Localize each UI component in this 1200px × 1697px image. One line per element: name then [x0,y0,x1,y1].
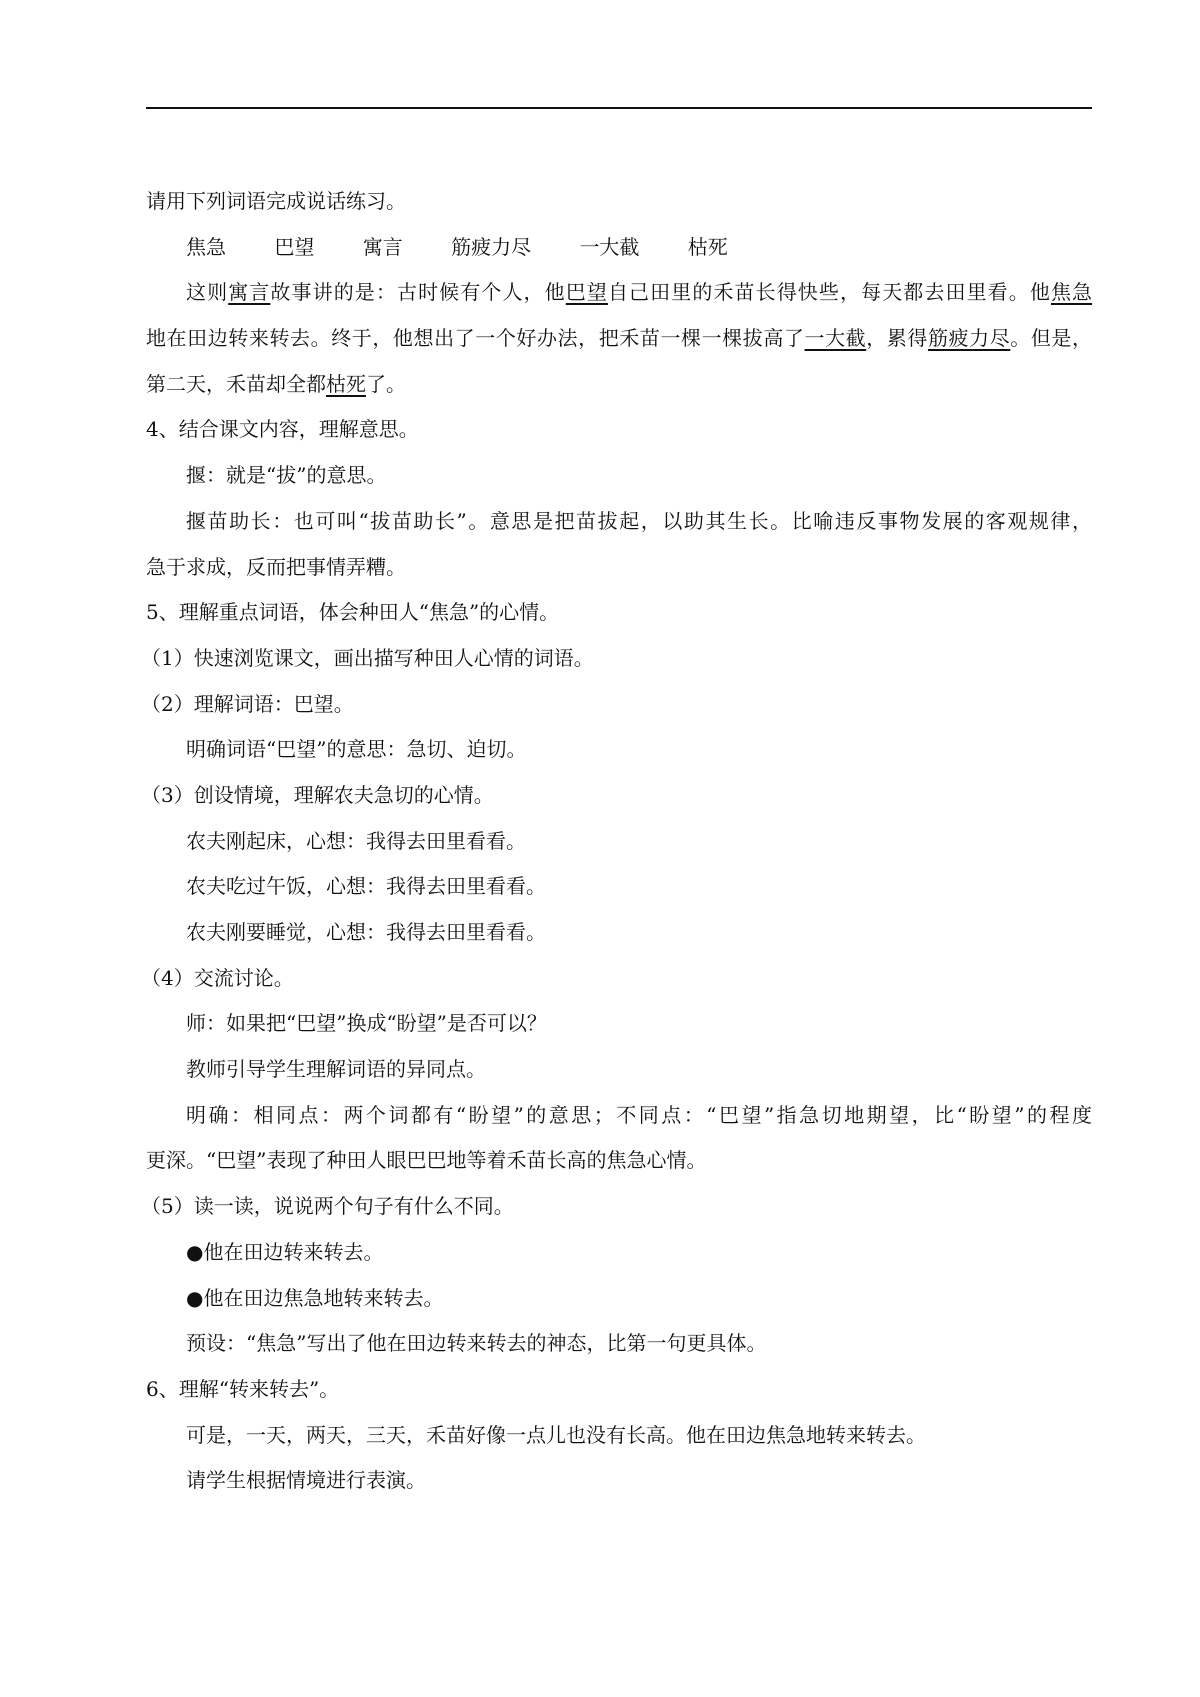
sub-item: （2）理解词语：巴望。 [141,691,354,716]
bullet-sentence: ●他在田边焦急地转来转去。 [186,1285,444,1310]
underlined-word: 寓言 [228,280,271,305]
document-body [141,179,1093,1504]
word-item: 焦急 [186,234,226,259]
bullet-sentence: ●他在田边转来转去。 [186,1239,384,1264]
story-line: 这则寓言故事讲的是：古时候有个人，他巴望自己田里的禾苗长得快些，每天都去田里看。他焦急 [186,280,1093,305]
sub-item: （5）读一读，说说两个句子有什么不同。 [141,1194,514,1219]
header-rule [146,107,1092,109]
underlined-word: 焦急 [1050,280,1093,305]
word-item: 筋疲力尽 [451,234,532,259]
paragraph: 揠：就是“拔”的意思。 [186,463,387,488]
paragraph: 预设：“焦急”写出了他在田边转来转去的神态，比第一句更具体。 [186,1331,767,1356]
exercise-intro: 请用下列词语完成说话练习。 [146,189,406,213]
word-item: 一大截 [579,234,640,259]
paragraph: 农夫刚要睡觉，心想：我得去田里看看。 [186,920,546,944]
sub-item: （4）交流讨论。 [141,965,294,990]
word-item: 寓言 [362,234,403,259]
paragraph: 明确词语“巴望”的意思：急切、迫切。 [186,737,527,762]
underlined-word: 筋疲力尽 [927,326,1011,351]
paragraph: 可是，一天，两天，三天，禾苗好像一点儿也没有长高。他在田边焦急地转来转去。 [186,1422,926,1447]
paragraph: 教师引导学生理解词语的异同点。 [186,1057,486,1082]
paragraph: 请学生根据情境进行表演。 [186,1468,426,1493]
story-line: 第二天，禾苗却全都枯死了。 [146,371,406,396]
word-bank [146,225,1092,271]
section-6-heading: 6、理解“转来转去”。 [146,1376,340,1401]
underlined-word: 巴望 [565,280,608,305]
paragraph: 农夫吃过午饭，心想：我得去田里看看。 [186,874,546,899]
sub-item: （1）快速浏览课文，画出描写种田人心情的词语。 [141,645,594,670]
section-5-heading: 5、理解重点词语，体会种田人“焦急”的心情。 [146,600,560,625]
paragraph: 师：如果把“巴望”换成“盼望”是否可以？ [186,1011,547,1036]
underlined-word: 枯死 [326,371,366,396]
paragraph: 农夫刚起床，心想：我得去田里看看。 [186,828,526,853]
paragraph: 急于求成，反而把事情弄糟。 [146,554,406,579]
story-line: 地在田边转来转去。终于，他想出了一个好办法，把禾苗一棵一棵拔高了一大截，累得筋疲力尽。但是， [146,326,1093,351]
section-4-heading: 4、结合课文内容，理解意思。 [146,417,419,442]
word-item: 枯死 [687,234,728,259]
sub-item: （3）创设情境，理解农夫急切的心情。 [141,782,494,807]
underlined-word: 一大截 [804,326,867,351]
paragraph: 更深。“巴望”表现了种田人眼巴巴地等着禾苗长高的焦急心情。 [146,1148,707,1173]
paragraph: 揠苗助长：也可叫“拔苗助长”。意思是把苗拔起，以助其生长。比喻违反事物发展的客观规律， [186,508,1092,533]
word-item: 巴望 [274,234,315,259]
paragraph: 明确：相同点：两个词都有“盼望”的意思；不同点：“巴望”指急切地期望，比“盼望”的程度 [186,1102,1092,1127]
